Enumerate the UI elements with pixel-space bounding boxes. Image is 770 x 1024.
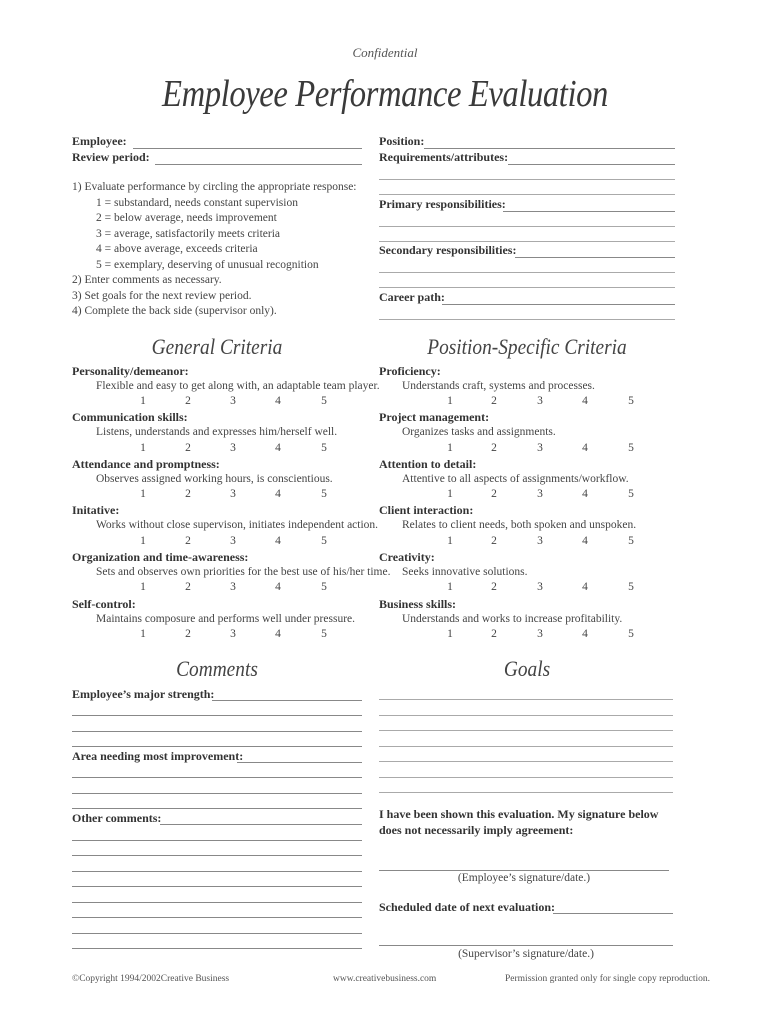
primary-responsibilities-line[interactable]: [379, 226, 675, 227]
rating-option[interactable]: 5: [321, 488, 327, 500]
criteria-description: Listens, understands and expresses him/herself well.: [96, 426, 338, 438]
instruction-line: 1 = substandard, needs constant supervision: [96, 197, 298, 209]
rating-option[interactable]: 2: [491, 488, 497, 500]
rating-option[interactable]: 1: [447, 581, 453, 593]
rating-option[interactable]: 1: [140, 395, 146, 407]
rating-option[interactable]: 2: [491, 581, 497, 593]
improvement-field[interactable]: [237, 762, 362, 763]
criteria-label: Initative:: [72, 503, 120, 517]
goals-line[interactable]: [379, 699, 673, 700]
rating-option[interactable]: 3: [537, 488, 543, 500]
employee-label: Employee:: [72, 134, 127, 148]
goals-heading: Goals: [503, 656, 551, 681]
improvement-label: Area needing most improvement:: [72, 749, 244, 763]
rating-option[interactable]: 2: [185, 395, 191, 407]
primary-responsibilities-line[interactable]: [379, 241, 675, 242]
other-comments-line[interactable]: [72, 871, 362, 872]
secondary-responsibilities-field[interactable]: [515, 257, 675, 258]
rating-option[interactable]: 4: [275, 535, 281, 547]
rating-option[interactable]: 4: [275, 442, 281, 454]
major-strength-line[interactable]: [72, 746, 362, 747]
instruction-line: 5 = exemplary, deserving of unusual recognition: [96, 259, 319, 271]
requirements-field[interactable]: [508, 164, 675, 165]
rating-option[interactable]: 3: [537, 442, 543, 454]
goals-line[interactable]: [379, 730, 673, 731]
criteria-description: Sets and observes own priorities for the best use of his/her time.: [96, 566, 391, 578]
criteria-label: Client interaction:: [379, 503, 474, 517]
goals-line[interactable]: [379, 715, 673, 716]
other-comments-field[interactable]: [160, 824, 362, 825]
rating-option[interactable]: 1: [447, 535, 453, 547]
footer-copyright: ©Copyright 1994/2002Creative Business: [72, 974, 230, 984]
rating-option[interactable]: 1: [140, 488, 146, 500]
confidential-label: Confidential: [352, 45, 418, 60]
other-comments-label: Other comments:: [72, 811, 162, 825]
rating-option[interactable]: 2: [491, 442, 497, 454]
rating-option[interactable]: 5: [321, 581, 327, 593]
rating-option[interactable]: 5: [321, 628, 327, 640]
criteria-label: Organization and time-awareness:: [72, 550, 249, 564]
rating-option[interactable]: 1: [447, 488, 453, 500]
other-comments-line[interactable]: [72, 840, 362, 841]
rating-option[interactable]: 3: [230, 628, 236, 640]
rating-option[interactable]: 5: [628, 442, 634, 454]
other-comments-line[interactable]: [72, 917, 362, 918]
major-strength-line[interactable]: [72, 731, 362, 732]
rating-option[interactable]: 3: [230, 581, 236, 593]
rating-option[interactable]: 4: [582, 488, 588, 500]
rating-option[interactable]: 1: [140, 628, 146, 640]
rating-option[interactable]: 3: [537, 581, 543, 593]
rating-option[interactable]: 5: [321, 395, 327, 407]
rating-option[interactable]: 5: [628, 488, 634, 500]
position-criteria-heading: Position-Specific Criteria: [427, 334, 627, 359]
employee-field[interactable]: [133, 148, 362, 149]
criteria-description: Organizes tasks and assignments.: [402, 426, 556, 438]
secondary-responsibilities-line[interactable]: [379, 287, 675, 288]
comments-heading: Comments: [176, 656, 258, 681]
criteria-label: Self-control:: [72, 597, 136, 611]
instruction-line: 3 = average, satisfactorily meets criteria: [96, 228, 281, 240]
rating-option[interactable]: 2: [491, 535, 497, 547]
career-path-field[interactable]: [442, 304, 675, 305]
rating-option[interactable]: 5: [321, 535, 327, 547]
rating-option[interactable]: 4: [582, 581, 588, 593]
rating-option[interactable]: 4: [275, 628, 281, 640]
other-comments-line[interactable]: [72, 886, 362, 887]
acknowledgement-text: I have been shown this evaluation. My signature below does not necessarily imply agreement:: [379, 807, 659, 837]
criteria-description: Seeks innovative solutions.: [402, 566, 528, 578]
career-path-line[interactable]: [379, 319, 675, 320]
rating-option[interactable]: 3: [537, 628, 543, 640]
rating-option[interactable]: 1: [447, 395, 453, 407]
rating-option[interactable]: 3: [230, 488, 236, 500]
instruction-line: 2 = below average, needs improvement: [96, 212, 277, 224]
rating-option[interactable]: 3: [230, 442, 236, 454]
supervisor-signature-line[interactable]: [379, 945, 673, 946]
criteria-description: Understands craft, systems and processes.: [402, 380, 595, 392]
position-label: Position:: [379, 134, 425, 148]
rating-option[interactable]: 4: [275, 488, 281, 500]
rating-option[interactable]: 4: [582, 395, 588, 407]
improvement-line[interactable]: [72, 777, 362, 778]
criteria-label: Proficiency:: [379, 364, 441, 378]
rating-option[interactable]: 1: [140, 535, 146, 547]
other-comments-line[interactable]: [72, 902, 362, 903]
rating-option[interactable]: 5: [628, 395, 634, 407]
rating-option[interactable]: 3: [537, 535, 543, 547]
instruction-line: 4) Complete the back side (supervisor only).: [72, 305, 277, 317]
career-path-label: Career path:: [379, 290, 445, 304]
criteria-description: Relates to client needs, both spoken and unspoken.: [402, 519, 637, 531]
criteria-description: Maintains composure and performs well under pressure.: [96, 613, 355, 625]
primary-responsibilities-field[interactable]: [503, 211, 675, 212]
rating-option[interactable]: 1: [447, 442, 453, 454]
criteria-label: Communication skills:: [72, 410, 188, 424]
rating-option[interactable]: 4: [275, 581, 281, 593]
improvement-line[interactable]: [72, 808, 362, 809]
review-period-label: Review period:: [72, 150, 150, 164]
goals-line[interactable]: [379, 761, 673, 762]
review-period-field[interactable]: [155, 164, 362, 165]
goals-line[interactable]: [379, 792, 673, 793]
page-title: Employee Performance Evaluation: [162, 73, 608, 115]
criteria-description: Works without close supervison, initiates independent action.: [96, 519, 379, 531]
next-evaluation-field[interactable]: [553, 913, 673, 914]
secondary-responsibilities-line[interactable]: [379, 272, 675, 273]
criteria-description: Attentive to all aspects of assignments/workflow.: [402, 473, 629, 485]
rating-option[interactable]: 5: [628, 535, 634, 547]
goals-line[interactable]: [379, 777, 673, 778]
footer-website[interactable]: www.creativebusiness.com: [333, 974, 437, 984]
general-criteria-heading: General Criteria: [151, 334, 283, 359]
rating-option[interactable]: 4: [582, 442, 588, 454]
criteria-label: Project management:: [379, 410, 490, 424]
other-comments-line[interactable]: [72, 855, 362, 856]
rating-option[interactable]: 2: [185, 628, 191, 640]
primary-responsibilities-label: Primary responsibilities:: [379, 197, 506, 211]
rating-option[interactable]: 3: [230, 535, 236, 547]
footer-permission: Permission granted only for single copy reproduction.: [505, 974, 711, 984]
employee-signature-caption: (Employee’s signature/date.): [457, 872, 591, 884]
major-strength-label: Employee’s major strength:: [72, 687, 215, 701]
criteria-label: Personality/demeanor:: [72, 364, 189, 378]
goals-line[interactable]: [379, 746, 673, 747]
instruction-line: 3) Set goals for the next review period.: [72, 290, 252, 302]
criteria-description: Observes assigned working hours, is conscientious.: [96, 473, 333, 485]
supervisor-signature-caption: (Supervisor’s signature/date.): [458, 948, 594, 960]
criteria-label: Creativity:: [379, 550, 435, 564]
requirements-line[interactable]: [379, 179, 675, 180]
rating-option[interactable]: 4: [275, 395, 281, 407]
rating-option[interactable]: 5: [628, 628, 634, 640]
criteria-description: Flexible and easy to get along with, an adaptable team player.: [96, 380, 380, 392]
criteria-label: Attendance and promptness:: [72, 457, 220, 471]
rating-option[interactable]: 1: [140, 442, 146, 454]
rating-option[interactable]: 2: [185, 442, 191, 454]
rating-option[interactable]: 1: [447, 628, 453, 640]
rating-option[interactable]: 4: [582, 535, 588, 547]
rating-option[interactable]: 3: [230, 395, 236, 407]
rating-option[interactable]: 4: [582, 628, 588, 640]
criteria-description: Understands and works to increase profitability.: [402, 613, 623, 625]
criteria-label: Business skills:: [379, 597, 457, 611]
requirements-line[interactable]: [379, 194, 675, 195]
rating-option[interactable]: 2: [185, 488, 191, 500]
requirements-label: Requirements/attributes:: [379, 150, 509, 164]
position-field[interactable]: [424, 148, 675, 149]
other-comments-line[interactable]: [72, 948, 362, 949]
instruction-line: 2) Enter comments as necessary.: [72, 274, 222, 286]
rating-option[interactable]: 5: [321, 442, 327, 454]
rating-option[interactable]: 2: [185, 581, 191, 593]
rating-option[interactable]: 1: [140, 581, 146, 593]
secondary-responsibilities-label: Secondary responsibilities:: [379, 243, 517, 257]
rating-option[interactable]: 2: [491, 628, 497, 640]
major-strength-line[interactable]: [72, 715, 362, 716]
rating-option[interactable]: 3: [537, 395, 543, 407]
rating-option[interactable]: 5: [628, 581, 634, 593]
major-strength-field[interactable]: [212, 700, 362, 701]
next-evaluation-label: Scheduled date of next evaluation:: [379, 900, 556, 914]
rating-option[interactable]: 2: [491, 395, 497, 407]
criteria-label: Attention to detail:: [379, 457, 477, 471]
rating-option[interactable]: 2: [185, 535, 191, 547]
instruction-line: 4 = above average, exceeds criteria: [96, 243, 258, 255]
instruction-line: 1) Evaluate performance by circling the appropriate response:: [72, 181, 357, 193]
improvement-line[interactable]: [72, 793, 362, 794]
employee-signature-line[interactable]: [379, 870, 669, 871]
other-comments-line[interactable]: [72, 933, 362, 934]
